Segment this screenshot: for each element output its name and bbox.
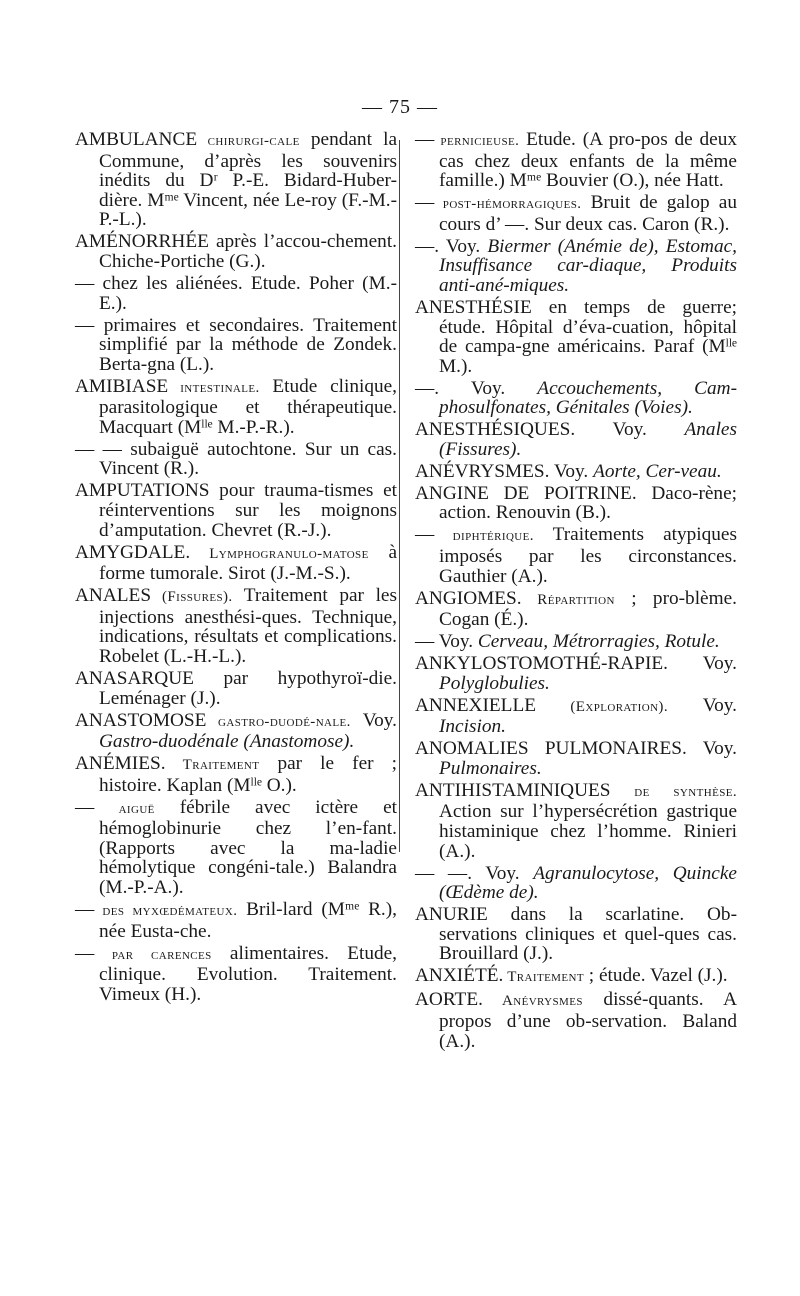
right-column [415,130,737,1054]
entry-heading: ANXIÉTÉ. [415,965,504,987]
column-divider [399,140,400,852]
index-entry [415,237,737,296]
entry-text: Etude clinique, parasitologique et thérapeutique. Macquart (Mˡˡᵉ M.-P.-R.). [99,375,397,438]
entry-heading: ANÉMIES. [75,753,166,775]
entry-heading: ANGINE DE POITRINE. [415,482,637,504]
entry-subheading: Traitement [503,969,584,986]
entry-text: dans la scarlatine. Ob-servations cliniques et quel-ques cas. Brouillard (J.). [439,904,737,965]
entry-text: Action sur l’hypersécrétion gastrique histaminique chez l’homme. Rinieri (A.). [439,801,737,862]
entry-heading: ANESTHÉSIE [415,296,532,318]
entry-text: Voy. [575,419,685,441]
entry-text: chez les aliénées. Etude. Poher (M.-E.). [94,272,397,314]
entry-text: Bril-lard (Mᵐᵉ R.), née Eusta-che. [99,899,397,942]
entry-subheading: (Fissures). [151,589,233,606]
entry-dash: — [75,796,95,818]
index-entry [415,696,737,737]
entry-heading: AMIBIASE [75,375,169,397]
entry-crossref: Aorte, Cer-veau. [593,460,722,482]
entry-subheading: post-hémorragiques. [434,196,582,213]
entry-heading: ANOMALIES PULMONAIRES. [415,738,687,760]
index-entry [75,586,397,666]
entry-heading: AMBULANCE [75,129,198,150]
entry-text: Voy. [667,653,737,675]
entry-heading: AMÉNORRHÉE [75,231,209,253]
entry-subheading: Lymphogranulo-matose [190,545,369,562]
entry-heading: ANASTOMOSE [75,709,207,731]
index-entry [415,462,737,482]
index-entry [415,130,737,191]
index-entry [415,990,737,1051]
index-entry [75,130,397,230]
entry-text: Voy. [439,377,538,399]
index-entry [75,543,397,584]
index-entry [415,589,737,630]
entry-text: Voy. [472,862,534,884]
entry-subheading: par carences [94,946,212,963]
entry-text: Voy. [549,460,594,482]
entry-text: fébrile avec ictère et hémoglobinurie chez l’en-fant. (Rapports avec la ma-ladie hémolytique congéni-tale.) Balandra (M.-P.-A.). [99,796,397,899]
entry-dash: — [415,631,435,653]
entry-text: primaires et secondaires. Traitement simplifié par la méthode de Zondek. Berta-gna (L.). [94,314,397,375]
entry-dash: — [415,524,435,546]
entry-text: en temps de guerre; étude. Hôpital d’éva-cuation, hôpital de campa-gne américains. Paraf (Mˡˡᵉ M.). [439,296,737,377]
index-entry [415,739,737,778]
entry-text: dissé-quants. A propos d’une ob-servation. Baland (A.). [439,989,737,1052]
index-entry [415,966,737,988]
entry-text: ; pro-blème. Cogan (É.). [439,587,737,631]
entry-text: Daco-rène; action. Renouvin (B.). [439,482,737,524]
index-entry [415,379,737,418]
index-entry [75,232,397,271]
entry-heading: ANASARQUE [75,667,194,689]
index-entry [415,864,737,903]
entry-dash: —. [415,377,440,399]
entry-subheading: aiguë [94,800,155,817]
entry-heading: ANÉVRYSMES. [415,460,550,482]
entry-crossref: Biermer (Anémie de), Estomac, Insuffisance car-diaque, Produits anti-ané-miques. [439,235,737,296]
entry-heading: ANNEXIELLE [415,694,537,716]
entry-heading: AORTE. [415,989,483,1011]
left-column [75,130,397,1007]
entry-text: pendant la Commune, d’après les souvenirs inédits du Dʳ P.-E. Bidard-Huber-dière. Mᵐᵉ Vincent, née Le-roy (F.-M.-P.-L.). [99,129,398,231]
entry-crossref: Cerveau, Métrorragies, Rotule. [477,631,720,653]
entry-subheading: gastro-duodé-nale. [206,713,351,730]
index-entry [75,754,397,795]
entry-subheading: Anévrysmes [482,993,583,1010]
entry-text: Traitements atypiques imposés par les circonstances. Gauthier (A.). [439,524,737,587]
entry-heading: ANESTHÉSIQUES. [415,419,576,441]
index-entry [75,481,397,540]
entry-text: Voy. [350,709,398,731]
index-entry [415,905,737,964]
entry-text: par hypothyroï-die. Leménager (J.). [99,667,397,709]
index-entry [75,440,397,479]
entry-heading: ANKYLOSTOMOTHÉ-RAPIE. [415,653,668,675]
index-entry [75,669,397,708]
entry-crossref: Incision. [439,716,506,738]
entry-text: pour trauma-tismes et réinterventions sur les moignons d’amputation. Chevret (R.-J.). [99,480,397,541]
index-entry [415,525,737,586]
entry-crossref: Gastro-duodénale (Anastomose). [99,731,355,753]
entry-dash: — [75,272,95,294]
index-entry [75,944,397,1005]
entry-text: Voy. [686,738,738,760]
entry-crossref: Pulmonaires. [439,757,542,779]
entry-dash: — [75,314,95,336]
entry-text: ; étude. Vazel (J.). [583,965,728,987]
entry-subheading: de synthèse. [610,783,737,800]
entry-dash: — [415,129,435,150]
index-entry [75,798,397,898]
index-entry [415,654,737,693]
entry-subheading: Traitement [165,757,260,774]
entry-text: Bruit de galop au cours d’ —. Sur deux cas. Caron (R.). [439,192,738,235]
entry-dash: — —. [415,862,473,884]
entry-text: après l’accou-chement. Chiche-Portiche (G.). [99,231,397,272]
index-entry [415,193,737,234]
index-entry [75,900,397,941]
entry-dash: — [75,942,95,964]
entry-text: Voy. [667,694,737,716]
entry-text: à forme tumorale. Sirot (J.-M.-S.). [99,541,397,585]
index-entry [75,316,397,375]
entry-text: Voy. [439,235,488,257]
entry-subheading: des myxœdémateux. [94,903,238,920]
index-entry [75,711,397,752]
entry-dash: — — [75,438,122,460]
entry-dash: — [75,899,95,921]
index-entry [415,298,737,376]
entry-crossref: Agranulocytose, Quincke (Œdème de). [439,862,737,904]
entry-subheading: chirurgi-cale [197,133,300,149]
entry-text: subaiguë autochtone. Sur un cas. Vincent (R.). [99,438,397,480]
entry-crossref: Polyglobulies. [439,672,550,694]
index-entry [415,781,737,861]
index-entry [415,420,737,459]
entry-subheading: diphtérique. [434,528,534,545]
entry-crossref: Anales (Fissures). [439,419,737,460]
entry-heading: ANGIOMES. [415,587,522,609]
entry-text: par le fer ; histoire. Kaplan (Mˡˡᵉ O.). [99,753,397,796]
entry-dash: — [415,192,435,214]
entry-text: Etude. (A pro-pos de deux cas chez deux enfants de la même famille.) Mᵐᵉ Bouvier (O.), née Hatt. [439,129,738,192]
entry-dash: —. [415,235,440,257]
entry-subheading: Répartition [521,591,615,608]
index-entry [75,377,397,438]
page-number: — 75 — [362,96,438,118]
index-entry [75,274,397,313]
entry-subheading: (Exploration). [536,698,668,715]
entry-subheading: intestinale. [168,379,260,396]
entry-heading: AMYGDALE. [75,541,191,563]
entry-heading: ANURIE [415,904,488,926]
index-entry [415,484,737,523]
entry-crossref: Accouchements, Cam-phosulfonates, Génitales (Voies). [439,377,737,419]
entry-heading: AMPUTATIONS [75,480,210,502]
entry-heading: ANTIHISTAMINIQUES [415,779,611,801]
entry-text: alimentaires. Etude, clinique. Evolution. Traitement. Vimeux (H.). [99,942,397,1005]
entry-subheading: pernicieuse. [434,133,520,149]
index-entry [415,632,737,652]
entry-heading: ANALES [75,585,152,607]
entry-text: Traitement par les injections anesthési-ques. Technique, indications, résultats et complications. Robelet (L.-H.-L.). [99,585,397,667]
entry-text: Voy. [434,631,478,653]
